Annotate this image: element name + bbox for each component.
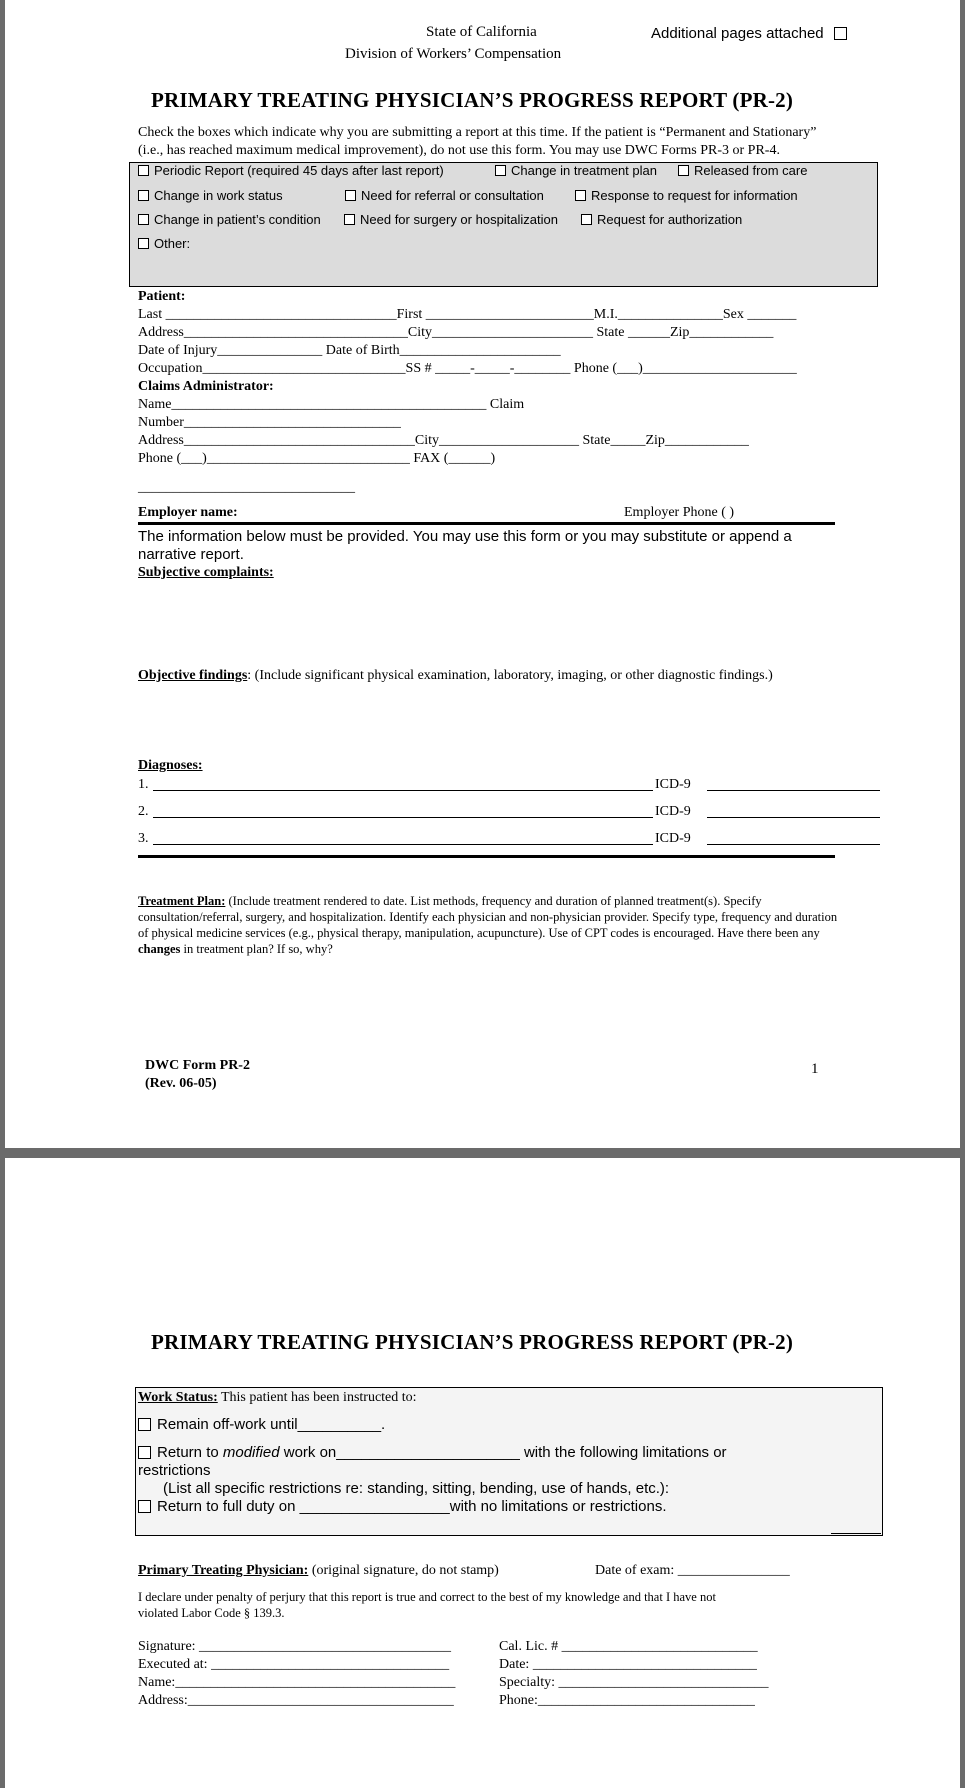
additional-pages-text: Additional pages attached (651, 25, 824, 42)
phone-field[interactable]: Phone:_______________________________ (499, 1693, 755, 1708)
treatment-plan-text: (Include treatment rendered to date. List methods, frequency and duration of planned treatment(s). Specify consultation/referral, surgery, and hospitalization. Identify each physician and non-physician provider. Specify type, frequency and duration of physical medicine services (e.g., physical therapy, manipulation, acupuncture). Use of CPT codes is encouraged. Have there been any (138, 894, 838, 940)
intro-line-1: Check the boxes which indicate why you are submitting a report at this time. If the patient is “Permanent and Stationary” (138, 125, 817, 140)
reason-other[interactable] (138, 236, 190, 251)
division-header: Division of Workers’ Compensation (345, 46, 562, 62)
diagnosis-number: 2. (138, 804, 149, 819)
icd9-line[interactable] (707, 817, 880, 818)
subjective-complaints-label: Subjective complaints: (138, 565, 274, 580)
reason-label: Change in work status (154, 188, 283, 203)
additional-pages-label (651, 25, 853, 42)
reason-change-work[interactable] (138, 188, 283, 203)
reason-label: Released from care (694, 163, 808, 178)
icd9-line[interactable] (707, 790, 880, 791)
restrictions-note: (List all specific restrictions re: standing, sitting, bending, use of hands, etc.): (163, 1480, 670, 1497)
reason-response[interactable] (575, 188, 798, 203)
objective-findings (138, 668, 773, 684)
option-label: Remain off-work until__________. (157, 1416, 386, 1433)
physician-note: (original signature, do not stamp) (308, 1563, 499, 1578)
diagnosis-line[interactable] (153, 844, 653, 845)
reason-change-treatment[interactable] (495, 163, 657, 178)
option-label: Return to (157, 1444, 223, 1461)
form-page-1 (5, 0, 960, 1148)
checkbox[interactable] (495, 165, 506, 176)
checkbox[interactable] (678, 165, 689, 176)
patient-occupation-row[interactable]: Occupation_____________________________SS # _____-_____-________ Phone (___)______________________ (138, 361, 797, 376)
reason-released[interactable] (678, 163, 807, 178)
diagnosis-line[interactable] (153, 790, 653, 791)
checkbox[interactable] (344, 214, 355, 225)
patient-dates-row[interactable]: Date of Injury_______________ Date of Birth_______________________ (138, 343, 561, 358)
intro-line-2: (i.e., has reached maximum medical improvement), do not use this form. You may use DWC Forms PR-3 or PR-4. (138, 143, 780, 158)
treatment-plan-changes: changes (138, 942, 181, 956)
reason-label: Response to request for information (591, 188, 798, 203)
diagnoses-heading: Diagnoses: (138, 758, 203, 773)
option-off-work[interactable] (138, 1416, 385, 1433)
diagnosis-number: 1. (138, 777, 149, 792)
info-line-1: The information below must be provided. You may use this form or you may substitute or append a (138, 528, 792, 545)
objective-findings-label: Objective findings (138, 668, 248, 683)
page-title: PRIMARY TREATING PHYSICIAN’S PROGRESS REPORT (PR-2) (151, 88, 794, 112)
specialty-field[interactable]: Specialty: ______________________________ (499, 1675, 769, 1690)
additional-pages-checkbox[interactable] (834, 27, 847, 40)
checkbox[interactable] (138, 214, 149, 225)
icd9-label: ICD-9 (655, 777, 691, 792)
panel-underline (831, 1533, 881, 1534)
claims-extra-line[interactable]: _______________________________ (138, 480, 355, 495)
option-full-duty[interactable] (138, 1498, 666, 1515)
claims-address-row[interactable]: Address_________________________________City____________________ State_____Zip____________ (138, 433, 749, 448)
reason-label: Change in patient’s condition (154, 212, 321, 227)
license-field[interactable]: Cal. Lic. # ____________________________ (499, 1639, 758, 1654)
icd9-label: ICD-9 (655, 804, 691, 819)
checkbox[interactable] (138, 238, 149, 249)
executed-at-field[interactable]: Executed at: __________________________________ (138, 1657, 450, 1672)
name-field[interactable]: Name:________________________________________ (138, 1675, 456, 1690)
work-status-note: This patient has been instructed to: (217, 1390, 417, 1405)
claims-name-row[interactable]: Name_____________________________________________ Claim (138, 397, 525, 412)
info-line-2: narrative report. (138, 546, 244, 563)
treatment-plan-label: Treatment Plan: (138, 894, 226, 908)
page-number: 1 (811, 1061, 819, 1077)
reason-periodic-report[interactable] (138, 163, 444, 178)
checkbox[interactable] (138, 165, 149, 176)
checkbox[interactable] (138, 190, 149, 201)
treatment-plan-question: in treatment plan? If so, why? (180, 942, 333, 956)
date-field[interactable]: Date: ________________________________ (499, 1657, 757, 1672)
checkbox[interactable] (138, 1446, 151, 1459)
reason-label: Periodic Report (required 45 days after last report) (154, 163, 444, 178)
reason-surgery[interactable] (344, 212, 558, 227)
work-status-label: Work Status: (138, 1390, 218, 1405)
physician-label: Primary Treating Physician: (138, 1563, 309, 1578)
declaration-line-1: I declare under penalty of perjury that this report is true and correct to the best of my knowledge and that I have not (138, 1590, 716, 1604)
option-restrictions: restrictions (138, 1462, 211, 1479)
work-status-intro (138, 1390, 417, 1406)
checkbox[interactable] (138, 1500, 151, 1513)
diagnosis-line[interactable] (153, 817, 653, 818)
claims-number-row[interactable]: Number_______________________________ (138, 415, 401, 430)
address-field[interactable]: Address:______________________________________ (138, 1693, 454, 1708)
option-label: Return to full duty on __________________with no limitations or restrictions. (157, 1498, 667, 1515)
patient-name-row[interactable]: Last _________________________________First ________________________M.I._______________Sex _______ (138, 307, 797, 322)
employer-name-label[interactable]: Employer name: (138, 505, 238, 520)
signature-field[interactable]: Signature: ____________________________________ (138, 1639, 452, 1654)
claims-phone-row[interactable]: Phone (___)_____________________________ FAX (______) (138, 451, 496, 466)
declaration-line-2: violated Labor Code § 139.3. (138, 1606, 285, 1620)
reason-label: Request for authorization (597, 212, 743, 227)
icd9-label: ICD-9 (655, 831, 691, 846)
option-label: work on______________________ with the following limitations or (279, 1444, 727, 1461)
state-header: State of California (426, 24, 537, 40)
reason-label: Need for surgery or hospitalization (360, 212, 558, 227)
section-divider (138, 855, 835, 858)
patient-address-row[interactable]: Address________________________________City_______________________ State ______Zip____________ (138, 325, 774, 340)
checkbox[interactable] (575, 190, 586, 201)
treatment-plan (138, 893, 838, 957)
page-title: PRIMARY TREATING PHYSICIAN’S PROGRESS REPORT (PR-2) (151, 1330, 794, 1354)
reason-authorization[interactable] (581, 212, 742, 227)
reason-referral[interactable] (345, 188, 544, 203)
physician-heading (138, 1563, 499, 1579)
patient-heading: Patient: (138, 289, 186, 304)
option-label-emphasis: modified (222, 1444, 280, 1461)
reason-label: Change in treatment plan (511, 163, 657, 178)
checkbox[interactable] (345, 190, 356, 201)
icd9-line[interactable] (707, 844, 880, 845)
claims-admin-heading: Claims Administrator: (138, 379, 274, 394)
form-revision: (Rev. 06-05) (145, 1076, 217, 1091)
option-modified-work[interactable] (138, 1444, 727, 1461)
objective-findings-note: : (Include significant physical examination, laboratory, imaging, or other diagnostic findings.) (247, 668, 773, 683)
employer-phone-label[interactable]: Employer Phone ( ) (624, 505, 735, 520)
checkbox[interactable] (138, 1418, 151, 1431)
reason-label: Other: (154, 236, 191, 251)
section-divider (138, 522, 835, 525)
date-of-exam-field[interactable]: Date of exam: ________________ (595, 1563, 790, 1578)
form-number: DWC Form PR-2 (145, 1058, 250, 1073)
diagnosis-number: 3. (138, 831, 149, 846)
checkbox[interactable] (581, 214, 592, 225)
form-page-2 (5, 1158, 960, 1788)
reason-change-condition[interactable] (138, 212, 321, 227)
reason-label: Need for referral or consultation (361, 188, 544, 203)
